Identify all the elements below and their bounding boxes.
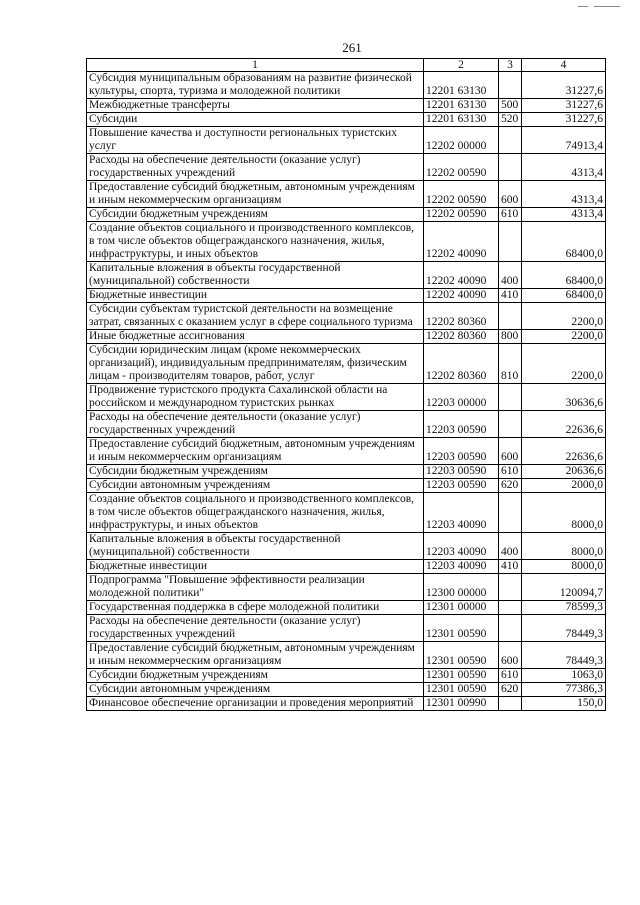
page-number: 261	[342, 40, 362, 55]
row-name-cell: Расходы на обеспечение деятельности (оказание услуг) государственных учреждений	[87, 154, 424, 181]
row-amount-cell: 77386,3	[522, 683, 606, 697]
table-row	[87, 344, 606, 384]
row-amount-cell: 8000,0	[522, 560, 606, 574]
table-row	[87, 72, 606, 99]
row-vr-cell: 600	[499, 438, 522, 465]
row-code-cell: 12300 00000	[424, 574, 499, 601]
table-row	[87, 493, 606, 533]
row-code-cell: 12203 00590	[424, 479, 499, 493]
row-amount-cell: 2200,0	[522, 303, 606, 330]
column-header-2: 2	[424, 59, 499, 72]
row-code-cell: 12202 80360	[424, 344, 499, 384]
row-name-cell: Создание объектов социального и производственного комплексов, в том числе объектов общегражданского назначения, жилья, инфраструктуры, и иных объектов	[87, 222, 424, 262]
row-amount-cell: 150,0	[522, 697, 606, 711]
row-amount-cell: 78599,3	[522, 601, 606, 615]
row-name-cell: Субсидии юридическим лицам (кроме некоммерческих организаций), индивидуальным предпринимателям, физическим лицам - производителям товаров, работ, услуг	[87, 344, 424, 384]
row-code-cell: 12203 40090	[424, 533, 499, 560]
row-vr-cell	[499, 615, 522, 642]
row-name-cell: Бюджетные инвестиции	[87, 289, 424, 303]
row-code-cell: 12202 80360	[424, 303, 499, 330]
table-row	[87, 533, 606, 560]
row-code-cell: 12203 40090	[424, 493, 499, 533]
table-row	[87, 697, 606, 711]
row-code-cell: 12301 00590	[424, 669, 499, 683]
table-row	[87, 262, 606, 289]
table-row	[87, 438, 606, 465]
table-row	[87, 601, 606, 615]
row-amount-cell: 120094,7	[522, 574, 606, 601]
row-code-cell: 12203 00590	[424, 438, 499, 465]
row-name-cell: Субсидии автономным учреждениям	[87, 683, 424, 697]
row-code-cell: 12301 00990	[424, 697, 499, 711]
row-vr-cell	[499, 303, 522, 330]
row-name-cell: Финансовое обеспечение организации и проведения мероприятий	[87, 697, 424, 711]
row-code-cell: 12202 40090	[424, 262, 499, 289]
row-name-cell: Межбюджетные трансферты	[87, 99, 424, 113]
table-row	[87, 127, 606, 154]
row-amount-cell: 4313,4	[522, 208, 606, 222]
row-name-cell: Предоставление субсидий бюджетным, автономным учреждениям и иным некоммерческим организациям	[87, 181, 424, 208]
row-vr-cell: 500	[499, 99, 522, 113]
column-header-3: 3	[499, 59, 522, 72]
row-code-cell: 12202 40090	[424, 289, 499, 303]
row-name-cell: Иные бюджетные ассигнования	[87, 330, 424, 344]
row-name-cell: Продвижение туристского продукта Сахалинской области на российском и международном туристских рынках	[87, 384, 424, 411]
table-row	[87, 208, 606, 222]
corner-scan-mark	[576, 3, 622, 9]
table-row	[87, 330, 606, 344]
table-row	[87, 303, 606, 330]
row-amount-cell: 78449,3	[522, 615, 606, 642]
row-vr-cell	[499, 601, 522, 615]
row-vr-cell	[499, 154, 522, 181]
row-amount-cell: 78449,3	[522, 642, 606, 669]
table-row	[87, 683, 606, 697]
row-vr-cell: 400	[499, 533, 522, 560]
row-vr-cell: 610	[499, 669, 522, 683]
row-amount-cell: 31227,6	[522, 72, 606, 99]
table-row	[87, 289, 606, 303]
row-amount-cell: 68400,0	[522, 289, 606, 303]
row-amount-cell: 1063,0	[522, 669, 606, 683]
row-name-cell: Расходы на обеспечение деятельности (оказание услуг) государственных учреждений	[87, 615, 424, 642]
row-vr-cell	[499, 411, 522, 438]
row-amount-cell: 2200,0	[522, 330, 606, 344]
row-vr-cell: 520	[499, 113, 522, 127]
row-amount-cell: 68400,0	[522, 262, 606, 289]
row-name-cell: Расходы на обеспечение деятельности (оказание услуг) государственных учреждений	[87, 411, 424, 438]
row-vr-cell: 410	[499, 289, 522, 303]
row-vr-cell: 410	[499, 560, 522, 574]
row-amount-cell: 31227,6	[522, 99, 606, 113]
table-row	[87, 411, 606, 438]
row-amount-cell: 22636,6	[522, 411, 606, 438]
table-row	[87, 465, 606, 479]
row-name-cell: Предоставление субсидий бюджетным, автономным учреждениям и иным некоммерческим организациям	[87, 438, 424, 465]
row-amount-cell: 22636,6	[522, 438, 606, 465]
row-name-cell: Субсидии бюджетным учреждениям	[87, 669, 424, 683]
table-row	[87, 113, 606, 127]
row-name-cell: Государственная поддержка в сфере молодежной политики	[87, 601, 424, 615]
row-name-cell: Предоставление субсидий бюджетным, автономным учреждениям и иным некоммерческим организациям	[87, 642, 424, 669]
table-row	[87, 574, 606, 601]
row-vr-cell	[499, 72, 522, 99]
row-code-cell: 12301 00590	[424, 642, 499, 669]
row-vr-cell	[499, 574, 522, 601]
row-amount-cell: 30636,6	[522, 384, 606, 411]
row-vr-cell: 620	[499, 683, 522, 697]
table-body	[87, 72, 606, 711]
table-row	[87, 615, 606, 642]
row-name-cell: Капитальные вложения в объекты государственной (муниципальной) собственности	[87, 262, 424, 289]
row-name-cell: Субсидии автономным учреждениям	[87, 479, 424, 493]
row-amount-cell: 20636,6	[522, 465, 606, 479]
row-name-cell: Капитальные вложения в объекты государственной (муниципальной) собственности	[87, 533, 424, 560]
row-code-cell: 12203 40090	[424, 560, 499, 574]
table-row	[87, 560, 606, 574]
row-name-cell: Повышение качества и доступности региональных туристских услуг	[87, 127, 424, 154]
table-row	[87, 479, 606, 493]
row-code-cell: 12301 00000	[424, 601, 499, 615]
row-vr-cell: 800	[499, 330, 522, 344]
row-name-cell: Субсидии бюджетным учреждениям	[87, 465, 424, 479]
row-name-cell: Создание объектов социального и производственного комплексов, в том числе объектов общегражданского назначения, жилья, инфраструктуры, и иных объектов	[87, 493, 424, 533]
row-amount-cell: 8000,0	[522, 493, 606, 533]
table-row	[87, 154, 606, 181]
row-vr-cell	[499, 493, 522, 533]
row-amount-cell: 8000,0	[522, 533, 606, 560]
row-vr-cell	[499, 697, 522, 711]
row-code-cell: 12203 00000	[424, 384, 499, 411]
row-name-cell: Бюджетные инвестиции	[87, 560, 424, 574]
row-amount-cell: 31227,6	[522, 113, 606, 127]
row-code-cell: 12203 00590	[424, 411, 499, 438]
row-code-cell: 12201 63130	[424, 113, 499, 127]
row-amount-cell: 2000,0	[522, 479, 606, 493]
row-code-cell: 12201 63130	[424, 72, 499, 99]
table-header-row	[87, 59, 606, 72]
row-name-cell: Субсидии бюджетным учреждениям	[87, 208, 424, 222]
row-vr-cell: 400	[499, 262, 522, 289]
table-row	[87, 642, 606, 669]
row-code-cell: 12202 00590	[424, 181, 499, 208]
row-amount-cell: 74913,4	[522, 127, 606, 154]
column-header-1: 1	[87, 59, 424, 72]
row-vr-cell: 600	[499, 642, 522, 669]
row-code-cell: 12202 00590	[424, 154, 499, 181]
row-amount-cell: 2200,0	[522, 344, 606, 384]
table-row	[87, 222, 606, 262]
row-name-cell: Подпрограмма "Повышение эффективности реализации молодежной политики"	[87, 574, 424, 601]
row-code-cell: 12301 00590	[424, 615, 499, 642]
budget-table	[86, 58, 606, 711]
table-row	[87, 669, 606, 683]
row-code-cell: 12201 63130	[424, 99, 499, 113]
row-amount-cell: 68400,0	[522, 222, 606, 262]
row-vr-cell: 610	[499, 465, 522, 479]
row-vr-cell	[499, 127, 522, 154]
column-header-4: 4	[522, 59, 606, 72]
table-row	[87, 384, 606, 411]
row-vr-cell: 620	[499, 479, 522, 493]
row-code-cell: 12202 00000	[424, 127, 499, 154]
row-code-cell: 12202 80360	[424, 330, 499, 344]
row-vr-cell: 810	[499, 344, 522, 384]
row-code-cell: 12202 40090	[424, 222, 499, 262]
row-vr-cell	[499, 222, 522, 262]
row-amount-cell: 4313,4	[522, 181, 606, 208]
row-code-cell: 12301 00590	[424, 683, 499, 697]
row-name-cell: Субсидия муниципальным образованиям на развитие физической культуры, спорта, туризма и молодежной политики	[87, 72, 424, 99]
row-vr-cell: 600	[499, 181, 522, 208]
row-code-cell: 12202 00590	[424, 208, 499, 222]
row-vr-cell	[499, 384, 522, 411]
row-amount-cell: 4313,4	[522, 154, 606, 181]
row-name-cell: Субсидии	[87, 113, 424, 127]
row-name-cell: Субсидии субъектам туристской деятельности на возмещение затрат, связанных с оказанием услуг в сфере социального туризма	[87, 303, 424, 330]
table-row	[87, 99, 606, 113]
table-row	[87, 181, 606, 208]
row-vr-cell: 610	[499, 208, 522, 222]
row-code-cell: 12203 00590	[424, 465, 499, 479]
